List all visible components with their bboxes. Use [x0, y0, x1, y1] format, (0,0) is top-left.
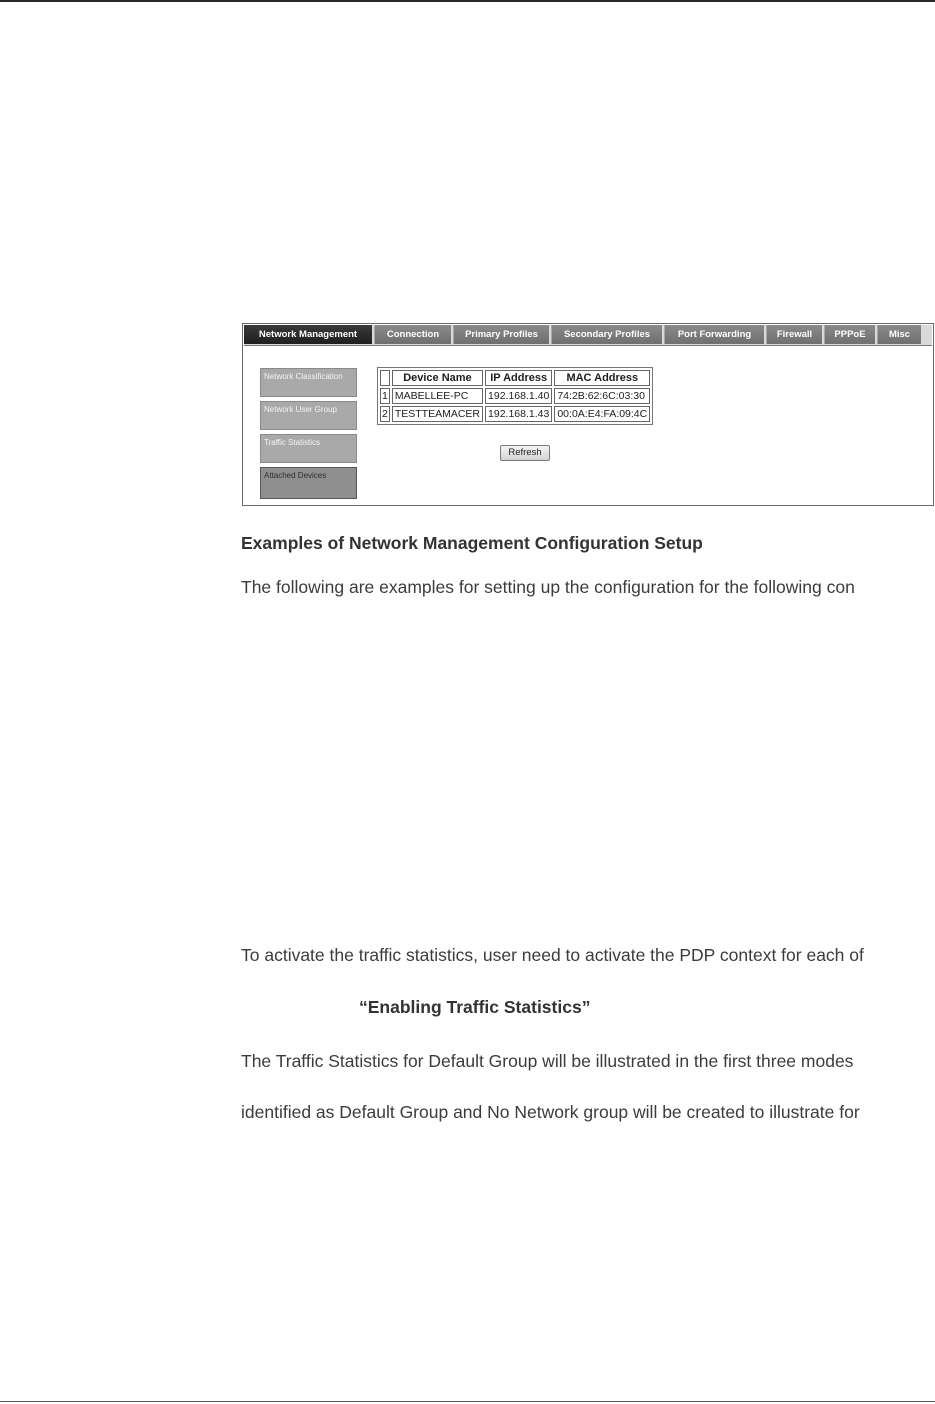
sidebar-item-attached-devices[interactable]: Attached Devices [260, 467, 357, 499]
tab-pppoe[interactable]: PPPoE [824, 325, 875, 344]
bottom-rule [0, 1401, 935, 1402]
table-row [380, 388, 650, 404]
attached-devices-table [377, 367, 653, 425]
index-header [380, 370, 390, 386]
mac-address-header: MAC Address [554, 370, 650, 386]
tab-primary-profiles[interactable]: Primary Profiles [453, 325, 549, 344]
sidebar-item-network-classification[interactable]: Network Classification [260, 368, 357, 397]
table-row [380, 406, 650, 422]
table-header-row [380, 370, 650, 386]
tab-misc[interactable]: Misc [877, 325, 921, 344]
router-ui-screenshot [242, 323, 934, 506]
mac-address-cell: 00:0A:E4:FA:09:4C [554, 406, 650, 422]
paragraph-identified: identified as Default Group and No Network group will be created to illustrate for [241, 1102, 860, 1122]
device-name-cell: TESTTEAMACER [392, 406, 483, 422]
row-index: 1 [382, 390, 388, 402]
tab-secondary-profiles[interactable]: Secondary Profiles [551, 325, 662, 344]
tab-firewall[interactable]: Firewall [766, 325, 822, 344]
sidebar-item-traffic-statistics[interactable]: Traffic Statistics [260, 434, 357, 463]
tab-connection[interactable]: Connection [374, 325, 451, 344]
paragraph-examples: The following are examples for setting up the configuration for the following con [241, 577, 855, 597]
sidebar-item-network-user-group[interactable]: Network User Group [260, 401, 357, 430]
section-reference: “Enabling Traffic Statistics” [359, 997, 591, 1017]
ip-address-cell: 192.168.1.40 [485, 388, 552, 404]
sidebar [260, 368, 357, 503]
top-rule [0, 0, 935, 2]
tab-port-forwarding[interactable]: Port Forwarding [664, 325, 764, 344]
device-name-cell: MABELLEE-PC [392, 388, 483, 404]
ip-address-cell: 192.168.1.43 [485, 406, 552, 422]
row-index: 2 [382, 408, 388, 420]
paragraph-default-group: The Traffic Statistics for Default Group will be illustrated in the first three modes [241, 1051, 854, 1071]
tab-network-management[interactable]: Network Management [244, 325, 372, 344]
refresh-button[interactable]: Refresh [500, 445, 550, 461]
section-heading: Examples of Network Management Configuration Setup [241, 533, 703, 553]
mac-address-cell: 74:2B:62:6C:03:30 [554, 388, 650, 404]
tab-bar [244, 325, 932, 346]
ip-address-header: IP Address [485, 370, 552, 386]
paragraph-activate: To activate the traffic statistics, user need to activate the PDP context for each of [241, 945, 864, 965]
device-name-header: Device Name [392, 370, 483, 386]
